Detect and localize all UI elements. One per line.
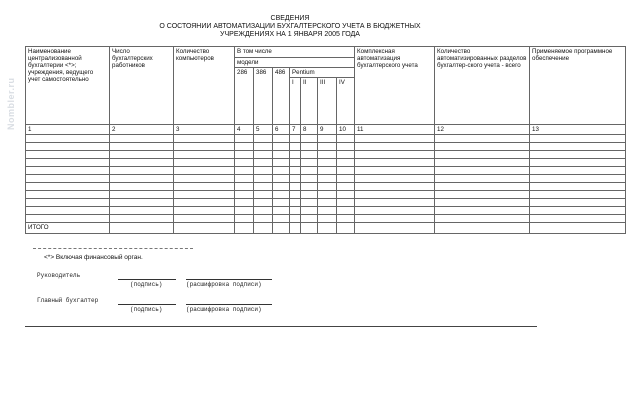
- table-row: [26, 143, 626, 151]
- table-cell: [435, 183, 530, 191]
- header-model-486: 486: [273, 68, 290, 125]
- table-row: [26, 215, 626, 223]
- header-pentium: Pentium: [290, 68, 355, 78]
- table-cell: [110, 215, 174, 223]
- header-models: модели: [235, 58, 355, 68]
- title-line-1: СВЕДЕНИЯ: [270, 15, 310, 22]
- table-cell: [254, 175, 273, 183]
- table-cell: [254, 151, 273, 159]
- empty-cell: [355, 223, 435, 234]
- table-cell: [254, 183, 273, 191]
- table-cell: [110, 175, 174, 183]
- table-cell: [26, 215, 110, 223]
- table-cell: [301, 167, 318, 175]
- empty-cell: [435, 223, 530, 234]
- table-cell: [254, 135, 273, 143]
- table-cell: [235, 159, 254, 167]
- empty-cell: [110, 223, 174, 234]
- table-row: [26, 167, 626, 175]
- table-cell: [26, 191, 110, 199]
- header-in-total: В том числе: [235, 47, 355, 58]
- column-number: 8: [301, 125, 318, 135]
- footnote: <*> Включая финансовый орган.: [44, 254, 143, 261]
- table-cell: [254, 199, 273, 207]
- table-cell: [355, 151, 435, 159]
- table-cell: [290, 175, 301, 183]
- table-row: [26, 175, 626, 183]
- table-cell: [337, 135, 355, 143]
- header-software: Применяемое программное обеспечение: [530, 47, 626, 125]
- table-cell: [290, 207, 301, 215]
- table-cell: [254, 191, 273, 199]
- table-cell: [301, 135, 318, 143]
- table-cell: [355, 215, 435, 223]
- table-cell: [530, 159, 626, 167]
- table-cell: [26, 143, 110, 151]
- header-model-286: 286: [235, 68, 254, 125]
- table-cell: [355, 199, 435, 207]
- table-cell: [301, 151, 318, 159]
- watermark: Nombler.ru: [6, 77, 16, 130]
- table-cell: [530, 183, 626, 191]
- table-cell: [26, 183, 110, 191]
- table-cell: [290, 191, 301, 199]
- table-cell: [530, 175, 626, 183]
- column-number: 2: [110, 125, 174, 135]
- table-cell: [26, 167, 110, 175]
- column-number: 11: [355, 125, 435, 135]
- table-cell: [337, 199, 355, 207]
- table-cell: [318, 207, 337, 215]
- table-cell: [174, 151, 235, 159]
- table-cell: [355, 159, 435, 167]
- table-cell: [174, 143, 235, 151]
- table-cell: [235, 175, 254, 183]
- table-cell: [435, 151, 530, 159]
- table-cell: [337, 143, 355, 151]
- table-cell: [273, 151, 290, 159]
- table-row: [26, 207, 626, 215]
- table-cell: [337, 159, 355, 167]
- table-cell: [301, 191, 318, 199]
- table-cell: [530, 143, 626, 151]
- head-decode-caption: (расшифровка подписи): [186, 281, 262, 288]
- header-computers-count: Количество компьютеров: [174, 47, 235, 125]
- table-cell: [174, 167, 235, 175]
- table-cell: [337, 175, 355, 183]
- column-number: 9: [318, 125, 337, 135]
- empty-cell: [301, 223, 318, 234]
- header-pentium-1: I: [290, 78, 301, 125]
- table-cell: [318, 135, 337, 143]
- table-cell: [110, 191, 174, 199]
- table-cell: [273, 143, 290, 151]
- header-automated-sections: Количество автоматизированных разделов бухгалтер-ского учета - всего: [435, 47, 530, 125]
- head-signature-line: [118, 279, 176, 280]
- data-rows: [26, 135, 626, 223]
- column-number: 5: [254, 125, 273, 135]
- table-cell: [235, 143, 254, 151]
- table-cell: [435, 199, 530, 207]
- table-cell: [26, 207, 110, 215]
- table-cell: [110, 207, 174, 215]
- title-line-3: УЧРЕЖДЕНИЯХ НА 1 ЯНВАРЯ 2005 ГОДА: [220, 31, 360, 38]
- table-cell: [355, 191, 435, 199]
- column-number: 13: [530, 125, 626, 135]
- table-cell: [301, 159, 318, 167]
- table-cell: [254, 215, 273, 223]
- table-cell: [530, 151, 626, 159]
- table-cell: [254, 159, 273, 167]
- table-row: [26, 135, 626, 143]
- table-cell: [273, 207, 290, 215]
- table-cell: [273, 159, 290, 167]
- table-cell: [235, 191, 254, 199]
- column-number: 6: [273, 125, 290, 135]
- table-cell: [273, 175, 290, 183]
- table-cell: [235, 215, 254, 223]
- table-cell: [435, 135, 530, 143]
- header-pentium-2: II: [301, 78, 318, 125]
- table-cell: [110, 199, 174, 207]
- chief-decode-caption: (расшифровка подписи): [186, 306, 262, 313]
- table-cell: [318, 151, 337, 159]
- table-row: [26, 191, 626, 199]
- table-row: [26, 159, 626, 167]
- table-cell: [435, 175, 530, 183]
- table-cell: [530, 199, 626, 207]
- table-cell: [174, 199, 235, 207]
- table-cell: [318, 175, 337, 183]
- table-cell: [530, 207, 626, 215]
- table-cell: [174, 135, 235, 143]
- column-numbers-row: [26, 125, 626, 135]
- table-cell: [301, 199, 318, 207]
- chief-signature-line: [118, 304, 176, 305]
- empty-cell: [530, 223, 626, 234]
- head-label: Руководитель: [37, 272, 81, 279]
- table-cell: [254, 143, 273, 151]
- table-cell: [301, 215, 318, 223]
- report-table-frame: [25, 46, 613, 241]
- table-cell: [26, 151, 110, 159]
- table-cell: [174, 183, 235, 191]
- table-cell: [174, 191, 235, 199]
- table-row: [26, 199, 626, 207]
- table-cell: [337, 215, 355, 223]
- table-cell: [26, 135, 110, 143]
- chief-decode-line: [186, 304, 272, 305]
- empty-cell: [290, 223, 301, 234]
- table-cell: [355, 207, 435, 215]
- table-cell: [318, 183, 337, 191]
- header-complex-automation: Комплексная автоматизация бухгалтерского учета: [355, 47, 435, 125]
- empty-cell: [235, 223, 254, 234]
- table-cell: [254, 167, 273, 175]
- table-cell: [174, 159, 235, 167]
- table-cell: [337, 191, 355, 199]
- column-number: 7: [290, 125, 301, 135]
- table-cell: [110, 159, 174, 167]
- table-cell: [355, 167, 435, 175]
- head-sign-caption: (подпись): [130, 281, 163, 288]
- table-cell: [290, 143, 301, 151]
- table-cell: [235, 207, 254, 215]
- table-cell: [435, 167, 530, 175]
- table-row: [26, 183, 626, 191]
- column-number: 1: [26, 125, 110, 135]
- table-cell: [235, 151, 254, 159]
- header-org-name: Наименование централизованной бухгалтерии <*>; учреждения, ведущего учет самостоятельно: [26, 47, 110, 125]
- table-cell: [530, 135, 626, 143]
- document-title: [120, 15, 460, 39]
- table-cell: [174, 175, 235, 183]
- table-cell: [290, 151, 301, 159]
- table-cell: [318, 143, 337, 151]
- table-cell: [235, 135, 254, 143]
- footnote-separator: [33, 248, 193, 249]
- total-label: ИТОГО: [26, 223, 110, 234]
- empty-cell: [318, 223, 337, 234]
- table-cell: [174, 207, 235, 215]
- table-cell: [26, 199, 110, 207]
- table-cell: [318, 167, 337, 175]
- header-pentium-3: III: [318, 78, 337, 125]
- table-cell: [530, 191, 626, 199]
- table-cell: [110, 135, 174, 143]
- table-cell: [290, 199, 301, 207]
- table-cell: [290, 167, 301, 175]
- table-cell: [174, 215, 235, 223]
- table-cell: [318, 199, 337, 207]
- table-cell: [235, 183, 254, 191]
- empty-cell: [273, 223, 290, 234]
- empty-cell: [254, 223, 273, 234]
- head-decode-line: [186, 279, 272, 280]
- header-accountants-count: Число бухгалтерских работников: [110, 47, 174, 125]
- table-cell: [110, 151, 174, 159]
- table-cell: [435, 215, 530, 223]
- table-cell: [530, 167, 626, 175]
- table-cell: [301, 207, 318, 215]
- table-cell: [290, 159, 301, 167]
- table-cell: [110, 143, 174, 151]
- table-cell: [273, 199, 290, 207]
- table-cell: [110, 167, 174, 175]
- table-cell: [290, 215, 301, 223]
- table-cell: [254, 207, 273, 215]
- table-cell: [435, 159, 530, 167]
- header-pentium-4: IV: [337, 78, 355, 125]
- table-cell: [355, 175, 435, 183]
- table-cell: [235, 199, 254, 207]
- table-cell: [318, 215, 337, 223]
- bottom-rule: [25, 326, 537, 327]
- table-cell: [355, 143, 435, 151]
- table-cell: [355, 183, 435, 191]
- table-cell: [290, 135, 301, 143]
- table-cell: [26, 175, 110, 183]
- table-cell: [337, 183, 355, 191]
- total-row: [26, 223, 626, 234]
- table-cell: [273, 135, 290, 143]
- table-cell: [110, 183, 174, 191]
- table-cell: [273, 167, 290, 175]
- chief-sign-caption: (подпись): [130, 306, 163, 313]
- empty-cell: [174, 223, 235, 234]
- column-number: 3: [174, 125, 235, 135]
- column-number: 12: [435, 125, 530, 135]
- empty-cell: [337, 223, 355, 234]
- table-cell: [235, 167, 254, 175]
- table-cell: [435, 191, 530, 199]
- table-cell: [355, 135, 435, 143]
- chief-accountant-label: Главный бухгалтер: [37, 297, 99, 304]
- column-number: 4: [235, 125, 254, 135]
- table-row: [26, 151, 626, 159]
- table-cell: [301, 175, 318, 183]
- table-cell: [301, 143, 318, 151]
- table-cell: [290, 183, 301, 191]
- table-cell: [273, 191, 290, 199]
- table-cell: [273, 215, 290, 223]
- report-table: [25, 46, 626, 234]
- title-line-2: О СОСТОЯНИИ АВТОМАТИЗАЦИИ БУХГАЛТЕРСКОГО УЧЕТА В БЮДЖЕТНЫХ: [159, 23, 421, 30]
- table-cell: [26, 159, 110, 167]
- table-cell: [530, 215, 626, 223]
- table-cell: [318, 191, 337, 199]
- table-cell: [273, 183, 290, 191]
- table-cell: [337, 151, 355, 159]
- table-cell: [337, 207, 355, 215]
- table-cell: [337, 167, 355, 175]
- column-number: 10: [337, 125, 355, 135]
- table-cell: [435, 207, 530, 215]
- table-cell: [318, 159, 337, 167]
- table-cell: [435, 143, 530, 151]
- table-cell: [301, 183, 318, 191]
- header-model-386: 386: [254, 68, 273, 125]
